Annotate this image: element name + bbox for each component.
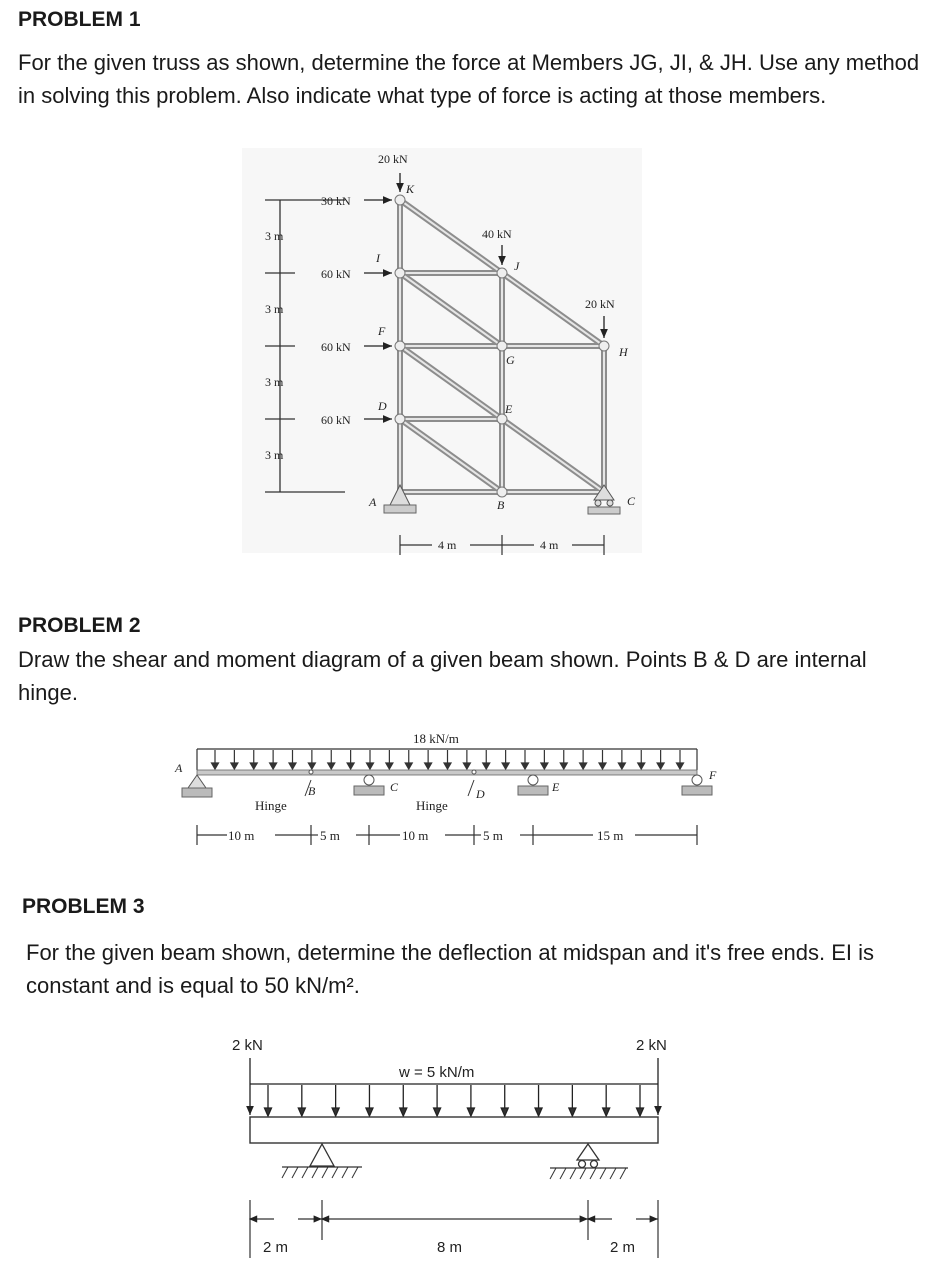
beam2-figure — [174, 731, 717, 845]
load-arrow-head — [638, 763, 645, 769]
hinge-B — [309, 770, 313, 774]
load-arrow-head — [405, 763, 412, 769]
load-arrow-head — [463, 763, 470, 769]
dim-10m-1: 10 m — [228, 828, 255, 843]
problem1-text: For the given truss as shown, determine the force at Members JG, JI, & JH. Use any method in solving this problem. Also indicate what type of force is acting at those members. — [18, 50, 920, 108]
problem2-text: Draw the shear and moment diagram of a given beam shown. Points B & D are internal hinge. — [18, 647, 867, 705]
load-arrow-head — [560, 763, 567, 769]
beam2-node-F: F — [709, 768, 717, 782]
node-H: H — [619, 345, 628, 359]
load-arrow-head — [328, 763, 335, 769]
beam2-load-label: 18 kN/m — [413, 731, 459, 746]
load-arrow-head — [298, 1108, 305, 1116]
label-60kN-c: 60 kN — [321, 413, 351, 427]
problem3-title: PROBLEM 3 — [22, 895, 145, 918]
hinge-D — [472, 770, 476, 774]
label-dim-4m-2: 4 m — [540, 538, 559, 552]
load-arrow-head — [250, 763, 257, 769]
load-arrow-head — [425, 763, 432, 769]
beam3-support-roller — [550, 1144, 628, 1179]
beam2-node-C: C — [390, 780, 399, 794]
beam3-figure — [232, 1037, 667, 1258]
beam3-dim-left: 2 m — [263, 1239, 289, 1256]
node-K: K — [406, 182, 415, 196]
beam3-dim-right: 2 m — [610, 1239, 636, 1256]
node-E: E — [505, 402, 513, 416]
load-arrow-head — [637, 1108, 644, 1116]
node-F: F — [378, 324, 386, 338]
load-arrow-head — [535, 1108, 542, 1116]
load-arrow-head — [270, 763, 277, 769]
dim-5m-1: 5 m — [320, 828, 340, 843]
node-I: I — [376, 251, 380, 265]
support-A — [182, 775, 212, 797]
dim-15m: 15 m — [597, 828, 624, 843]
load-arrow-head — [603, 1108, 610, 1116]
load-arrow-head — [569, 1108, 576, 1116]
load-arrow-head — [347, 763, 354, 769]
load-arrow-head — [483, 763, 490, 769]
node-A: A — [369, 495, 377, 509]
support-F — [682, 775, 712, 795]
load-arrow-head — [677, 763, 684, 769]
load-arrow-head — [231, 763, 238, 769]
label-60kN-a: 60 kN — [321, 267, 351, 281]
beam2-load-arrows — [212, 750, 684, 769]
support-C — [354, 775, 384, 795]
load-arrow-head — [265, 1108, 272, 1116]
hinge1-label: Hinge — [255, 798, 287, 813]
support-E — [518, 775, 548, 795]
load-arrow-head — [618, 763, 625, 769]
load-arrow-head — [366, 1108, 373, 1116]
beam2-node-E: E — [552, 780, 560, 794]
hinge2-label: Hinge — [416, 798, 448, 813]
beam3-load-arrows — [265, 1085, 644, 1116]
problem3-text: For the given beam shown, determine the deflection at midspan and it's free ends. EI is constant and is equal to 50 kN/m². — [26, 940, 874, 998]
load-arrow-head — [386, 763, 393, 769]
load-arrow-head — [289, 763, 296, 769]
label-dim-3m-3: 3 m — [265, 375, 284, 389]
beam2-body — [197, 770, 697, 775]
beam3-dim-mid: 8 m — [437, 1239, 463, 1256]
load-arrow-head — [400, 1108, 407, 1116]
load-arrow-head — [599, 763, 606, 769]
load-arrow-head — [501, 1108, 508, 1116]
label-30kN: 30 kN — [321, 194, 351, 208]
label-dim-4m-1: 4 m — [438, 538, 457, 552]
beam3-support-pin — [282, 1144, 362, 1178]
problem2-title: PROBLEM 2 — [18, 614, 141, 637]
label-dim-3m-4: 3 m — [265, 448, 284, 462]
dim-5m-2: 5 m — [483, 828, 503, 843]
load-arrow-head — [522, 763, 529, 769]
label-60kN-b: 60 kN — [321, 340, 351, 354]
load-arrow-head — [657, 763, 664, 769]
beam3-body — [250, 1117, 658, 1143]
load-arrow-head — [467, 1108, 474, 1116]
load-arrow-head — [580, 763, 587, 769]
beam3-right-load-label: 2 kN — [636, 1037, 667, 1054]
load-arrow-head — [212, 763, 219, 769]
load-arrow-head — [308, 763, 315, 769]
label-top-load: 20 kN — [378, 152, 408, 166]
load-arrow-head — [367, 763, 374, 769]
load-arrow-head — [332, 1108, 339, 1116]
node-C: C — [627, 494, 636, 508]
truss-figure — [242, 148, 642, 555]
load-arrow-head — [434, 1108, 441, 1116]
problem1-title: PROBLEM 1 — [18, 8, 141, 31]
label-20kN-h: 20 kN — [585, 297, 615, 311]
node-J: J — [514, 259, 520, 273]
node-G: G — [506, 353, 515, 367]
beam3-dist-load-label: w = 5 kN/m — [399, 1064, 475, 1081]
beam2-node-A: A — [175, 761, 183, 775]
load-arrow-head — [444, 763, 451, 769]
beam3-left-load-label: 2 kN — [232, 1037, 263, 1054]
beam2-node-D: D — [476, 787, 485, 801]
label-dim-3m-2: 3 m — [265, 302, 284, 316]
load-arrow-head — [541, 763, 548, 769]
node-D: D — [378, 399, 387, 413]
node-B: B — [497, 498, 505, 512]
label-dim-3m-1: 3 m — [265, 229, 284, 243]
label-40kN: 40 kN — [482, 227, 512, 241]
load-arrow-head — [502, 763, 509, 769]
beam2-node-B: B — [308, 784, 316, 798]
dim-10m-2: 10 m — [402, 828, 429, 843]
